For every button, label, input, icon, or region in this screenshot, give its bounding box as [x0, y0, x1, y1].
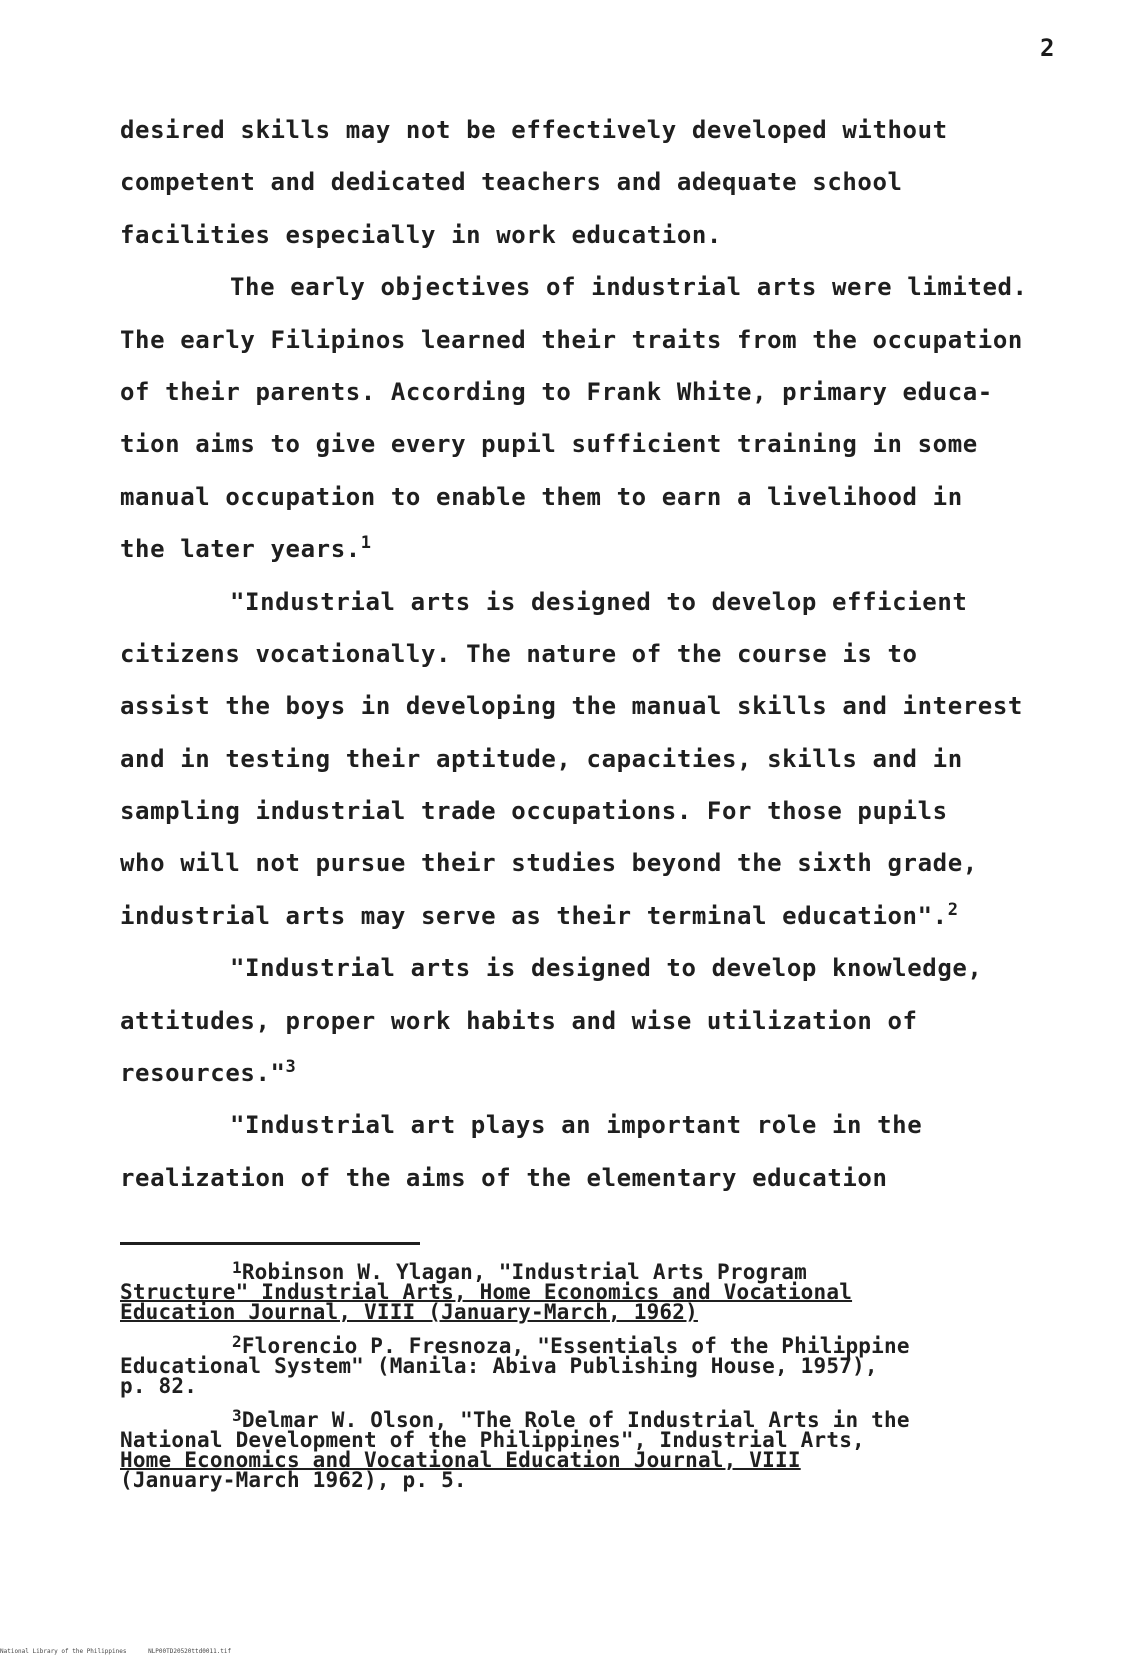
paragraph-line-with-ref	[120, 890, 1060, 942]
footnote-line	[120, 1332, 1070, 1358]
footnote-line	[120, 1258, 1070, 1284]
paragraph-line: and in testing their aptitude, capacities, skills and in	[120, 744, 963, 773]
paragraph-line-with-ref	[120, 523, 1060, 575]
footnote-3	[120, 1406, 1070, 1492]
paragraph-line: The early objectives of industrial arts were limited.	[230, 273, 1028, 302]
page-number: 2	[1040, 34, 1055, 62]
footnote-line: (January-March 1962), p. 5.	[120, 1468, 467, 1492]
footnote-2	[120, 1332, 1070, 1398]
paragraph-text: industrial arts may serve as their terminal education".	[120, 901, 948, 930]
paragraph-line: facilities especially in work education.	[120, 220, 722, 249]
footnote-text: Delmar W. Olson, "The Role of Industrial Arts in the	[241, 1408, 910, 1432]
footnote-mark: 1	[232, 1258, 242, 1277]
paragraph-line: realization of the aims of the elementary education	[120, 1163, 888, 1192]
paragraph-line: competent and dedicated teachers and adequate school	[120, 168, 903, 197]
footnotes	[120, 1258, 1070, 1504]
paragraph-line: desired skills may not be effectively developed without	[120, 116, 948, 144]
footnote-1	[120, 1258, 1070, 1324]
body-text	[120, 104, 1060, 1204]
footnote-ref-2: 2	[947, 899, 959, 920]
footnote-line: Home Economics and Vocational Education Journal, VIII	[120, 1448, 801, 1472]
paragraph-line: manual occupation to enable them to earn a livelihood in	[120, 482, 963, 511]
footnote-text: Robinson W. Ylagan, "Industrial Arts Program	[241, 1260, 807, 1284]
paragraph-line: attitudes, proper work habits and wise utilization of	[120, 1006, 918, 1035]
paragraph-line: "Industrial art plays an important role in the	[230, 1111, 923, 1140]
footnote-mark: 3	[232, 1406, 242, 1425]
paragraph-line: of their parents. According to Frank White, primary educa-	[120, 377, 993, 406]
paragraph-text: resources."	[120, 1059, 286, 1088]
paragraph-line: who will not pursue their studies beyond the sixth grade,	[120, 849, 978, 878]
paragraph-line: The early Filipinos learned their traits from the occupation	[120, 325, 1023, 354]
footnote-line: National Development of the Philippines", Industrial Arts,	[120, 1428, 865, 1452]
footnote-ref-3: 3	[285, 1057, 297, 1078]
footnote-line: p. 82.	[120, 1374, 198, 1398]
footnote-divider	[120, 1242, 420, 1245]
paragraph-line: sampling industrial trade occupations. For those pupils	[120, 797, 948, 826]
footnote-text: Florencio P. Fresnoza, "Essentials of the Philippine	[241, 1334, 910, 1358]
paragraph-line-with-ref	[120, 1047, 1060, 1099]
archive-footer	[0, 1648, 249, 1655]
archive-library: National Library of the Philippines	[0, 1648, 127, 1655]
footnote-mark: 2	[232, 1332, 242, 1351]
paragraph-line: citizens vocationally. The nature of the course is to	[120, 639, 918, 668]
footnote-line: Education Journal, VIII (January-March, 1962)	[120, 1300, 698, 1324]
footnote-line: Educational System" (Manila: Abiva Publishing House, 1957),	[120, 1354, 878, 1378]
paragraph-text: the later years.	[120, 535, 361, 564]
paragraph-line: tion aims to give every pupil sufficient training in some	[120, 430, 978, 459]
archive-file-id: NLP00TD20520ttd0011.tif	[148, 1648, 232, 1655]
paragraph-line: "Industrial arts is designed to develop efficient	[230, 587, 968, 616]
footnote-line	[120, 1406, 1070, 1432]
footnote-ref-1: 1	[360, 533, 372, 554]
paragraph-line: "Industrial arts is designed to develop knowledge,	[230, 954, 983, 983]
paragraph-line: assist the boys in developing the manual skills and interest	[120, 692, 1023, 721]
footnote-line: Structure" Industrial Arts, Home Economics and Vocational	[120, 1280, 853, 1304]
